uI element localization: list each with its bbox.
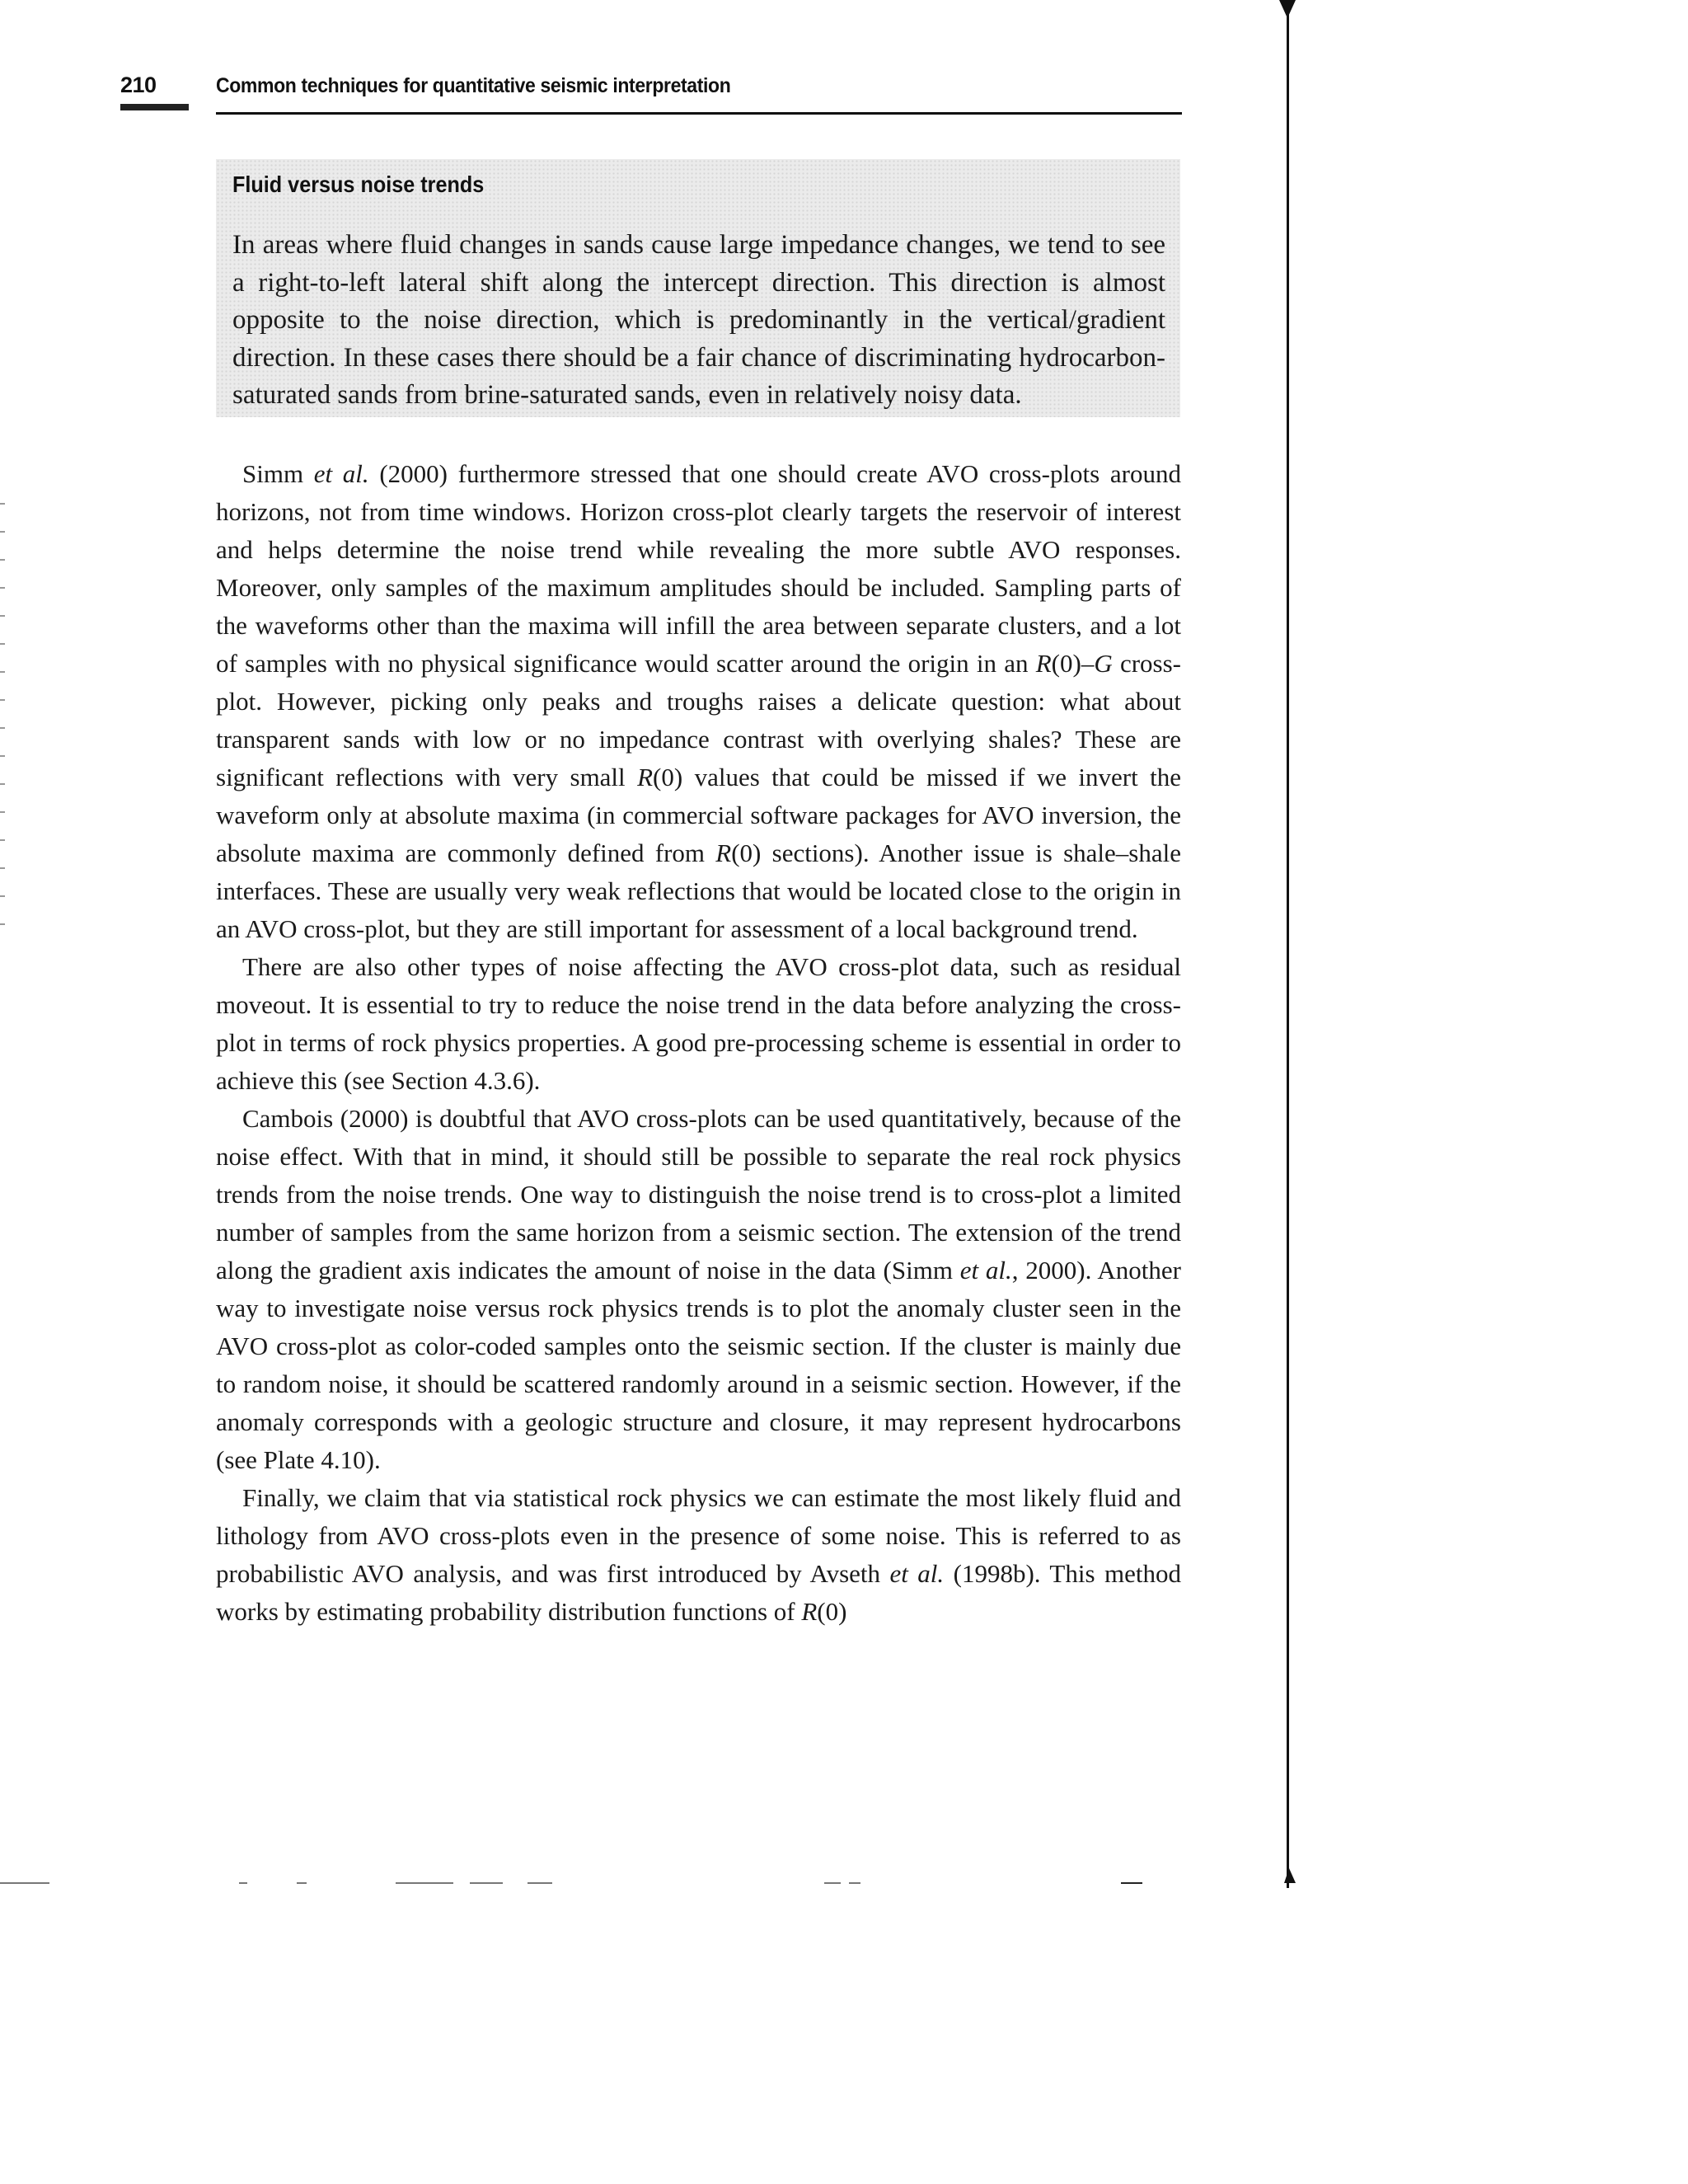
paragraph: Cambois (2000) is doubtful that AVO cross-plots can be used quantitatively, because of the noise effect. With that in mind, it should still be possible to separate the real rock physics trends from the noise trends. One way to distinguish the noise trend is to cross-plot a limited number of samples from the same horizon from a seismic section. The extension of the trend along the gradient axis indicates the amount of noise in the data (Simm et al., 2000). Another way to investigate noise versus rock physics trends is to plot the anomaly cluster seen in the AVO cross-plot as color-coded samples onto the seismic section. If the cluster is mainly due to random noise, it should be scattered randomly around in a seismic section. However, if the anomaly corresponds with a geologic structure and closure, it may represent hydrocarbons (see Plate 4.10). — [216, 1104, 1181, 1474]
box-text: In areas where fluid changes in sands cause large impedance changes, we tend to see a right-to-left lateral shift along the intercept direction. This direction is almost opposite to the noise direction, which is predominantly in the vertical/gradient direction. In these cases there should be a fair chance of discriminating hydrocarbon-saturated sands from brine-saturated sands, even in relatively noisy data. — [232, 230, 1165, 410]
scan-edge-marks — [0, 503, 5, 932]
running-title: Common techniques for quantitative seismic interpretation — [216, 74, 731, 97]
paragraph: There are also other types of noise affecting the AVO cross-plot data, such as residual moveout. It is essential to try to reduce the noise trend in the data before analyzing the cross-plot in terms of rock physics properties. A good pre-processing scheme is essential in order to achieve this (see Section 4.3.6). — [216, 952, 1181, 1095]
sidebar-box — [216, 159, 1180, 417]
page-header — [120, 73, 1181, 122]
body-text — [216, 455, 1181, 1631]
paragraph: Simm et al. (2000) furthermore stressed that one should create AVO cross-plots around horizons, not from time windows. Horizon cross-plot clearly targets the reservoir of interest and helps determine the noise trend while revealing the more subtle AVO responses. Moreover, only samples of the maximum amplitudes should be included. Sampling parts of the waveforms other than the maxima will infill the area between separate clusters, and a lot of samples with no physical significance would scatter around the origin in an R(0)–G cross-plot. However, picking only peaks and troughs raises a delicate question: what about transparent sands with low or no impedance contrast with overlying shales? These are significant reflections with very small R(0) values that could be missed if we invert the waveform only at absolute maxima (in commercial software packages for AVO inversion, the absolute maxima are commonly defined from R(0) sections). Another issue is shale–shale interfaces. These are usually very weak reflections that would be located close to the origin in an AVO cross-plot, but they are still important for assessment of a local background trend. — [216, 459, 1181, 943]
margin-rule — [1287, 8, 1289, 1888]
box-title: Fluid versus noise trends — [232, 171, 485, 197]
margin-rule-bottom-cap — [1284, 1868, 1296, 1883]
scan-artifact-line — [0, 1876, 1154, 1892]
paragraph: Finally, we claim that via statistical rock physics we can estimate the most likely fluid and lithology from AVO cross-plots even in the presence of some noise. This is referred to as probabilistic AVO analysis, and was first introduced by Avseth et al. (1998b). This method works by estimating probability distribution functions of R(0) — [216, 1483, 1181, 1626]
page-number-bar — [120, 104, 189, 110]
page-number: 210 — [120, 73, 157, 97]
header-rule — [216, 112, 1182, 115]
